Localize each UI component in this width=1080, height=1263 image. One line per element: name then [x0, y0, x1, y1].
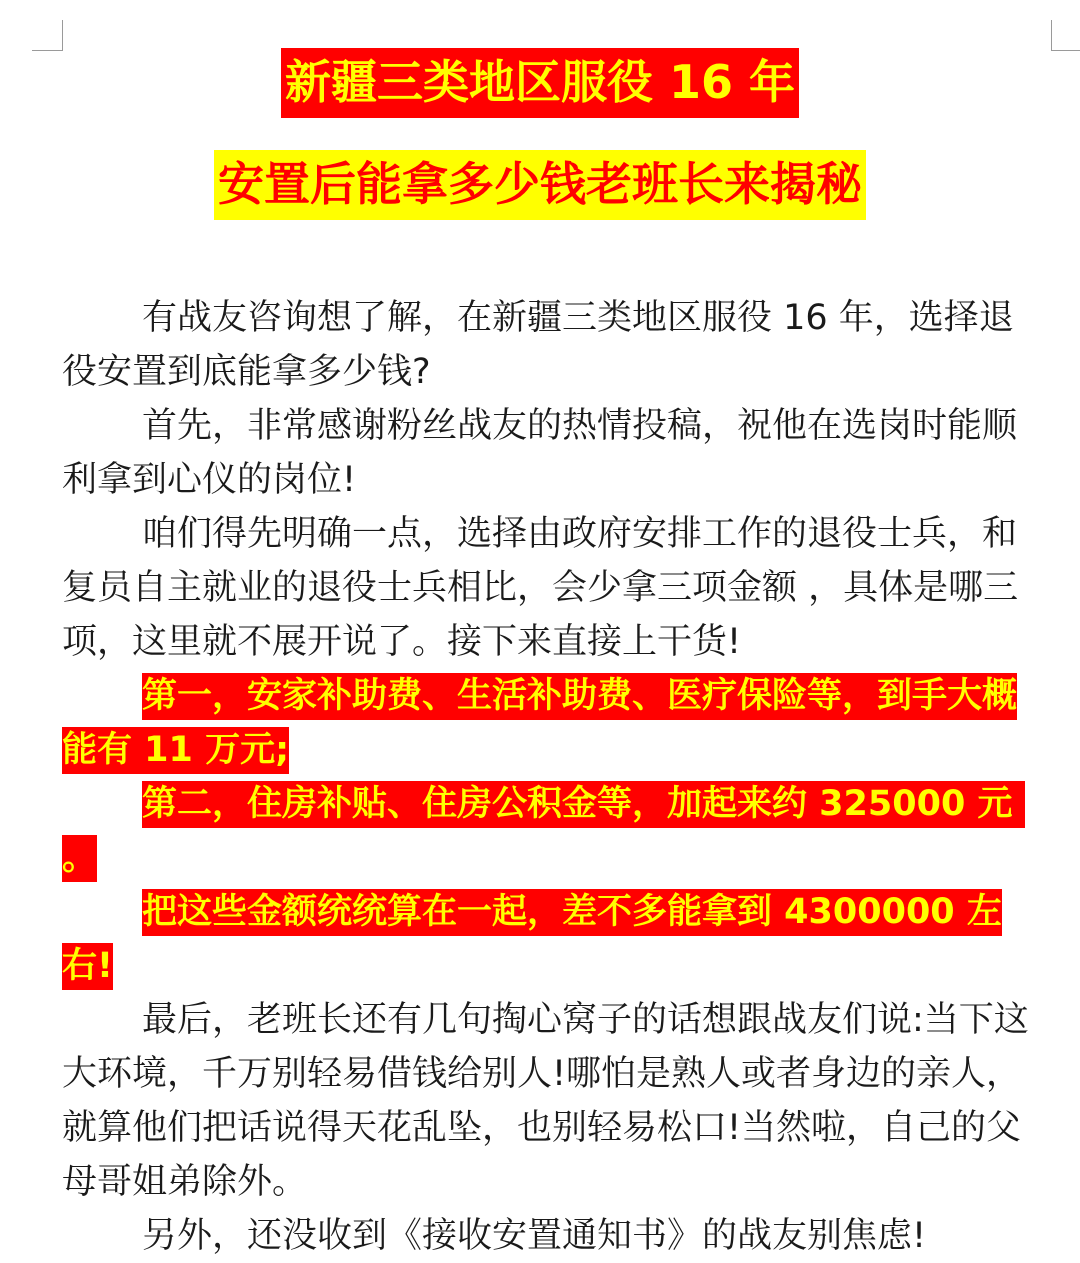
paragraph-context: 咱们得先明确一点，选择由政府安排工作的退役士兵，和复员自主就业的退役士兵相比，会少拿三项金额 ，具体是哪三项，这里就不展开说了。接下来直接上干货!	[62, 514, 1019, 662]
paragraph-total	[62, 885, 1042, 993]
title-line-1-container	[0, 48, 1080, 118]
page-corner-mark-top-right	[1051, 20, 1080, 51]
highlight-item-1: 第一，安家补助费、生活补助费、医疗保险等，到手大概能有 11 万元;	[62, 673, 1017, 774]
paragraph-item-1	[62, 669, 1042, 777]
article-body	[62, 291, 1042, 1263]
title-line-2-container	[0, 150, 1080, 220]
paragraph-closing: 另外，还没收到《接收安置通知书》的战友别焦虑!	[142, 1216, 927, 1256]
paragraph-item-2	[62, 777, 1042, 885]
paragraph-intro: 有战友咨询想了解，在新疆三类地区服役 16 年，选择退役安置到底能拿多少钱?	[62, 298, 1014, 392]
page-corner-mark-top-left	[32, 20, 63, 51]
title-line-1: 新疆三类地区服役 16 年	[281, 48, 799, 118]
title-line-2: 安置后能拿多少钱老班长来揭秘	[214, 150, 866, 220]
highlight-item-2: 第二，住房补贴、住房公积金等，加起来约 325000 元 。	[62, 781, 1025, 882]
paragraph-advice: 最后，老班长还有几句掏心窝子的话想跟战友们说:当下这大环境，千万别轻易借钱给别人!哪怕是熟人或者身边的亲人，就算他们把话说得天花乱坠，也别轻易松口!当然啦，自己的父母哥姐弟除外。	[62, 1000, 1029, 1202]
highlight-total: 把这些金额统统算在一起，差不多能拿到 4300000 左右!	[62, 889, 1002, 990]
paragraph-thanks: 首先，非常感谢粉丝战友的热情投稿，祝他在选岗时能顺利拿到心仪的岗位!	[62, 406, 1018, 500]
